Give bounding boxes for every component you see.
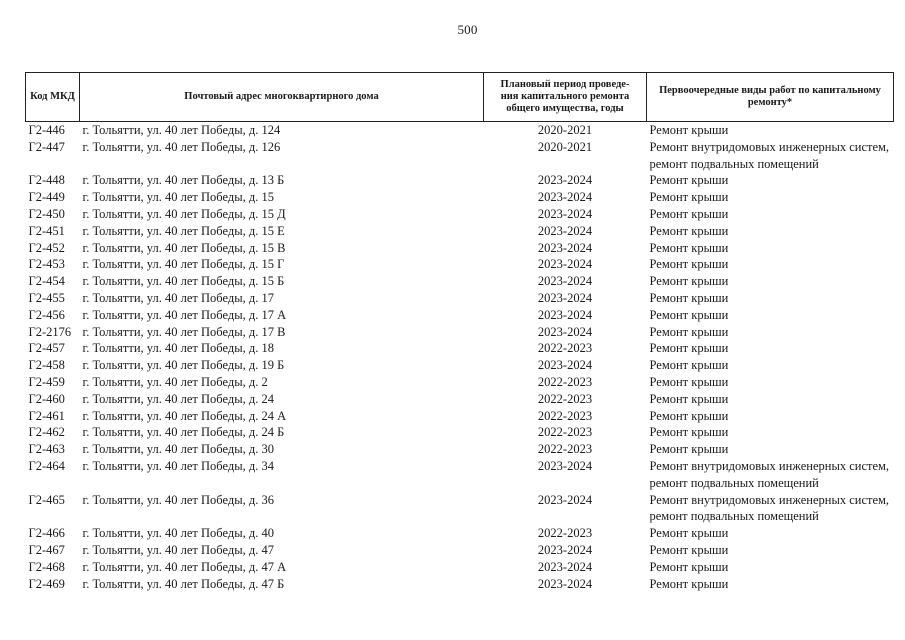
address-cell: г. Тольятти, ул. 40 лет Победы, д. 17 А xyxy=(82,307,287,322)
page-number: 500 xyxy=(457,22,478,37)
repair-period-cell: 2022-2023 xyxy=(537,374,593,389)
repair-period-cell: 2023-2024 xyxy=(537,240,593,255)
address-cell: г. Тольятти, ул. 40 лет Победы, д. 13 Б xyxy=(82,173,285,188)
repair-period-cell: 2023-2024 xyxy=(537,290,593,305)
address-cell: г. Тольятти, ул. 40 лет Победы, д. 15 xyxy=(82,190,274,205)
repair-work-line: Ремонт внутридомовых инженерных систем, xyxy=(649,492,890,507)
address-cell: г. Тольятти, ул. 40 лет Победы, д. 47 xyxy=(82,542,274,557)
repair-works-cell xyxy=(647,441,894,458)
table-row xyxy=(26,273,894,290)
repair-period-cell: 2022-2023 xyxy=(537,526,593,541)
address-cell: г. Тольятти, ул. 40 лет Победы, д. 15 Е xyxy=(82,223,285,238)
repair-work-line: Ремонт крыши xyxy=(649,576,729,591)
repair-period-cell: 2023-2024 xyxy=(537,223,593,238)
table-row xyxy=(26,374,894,391)
repair-works-cell xyxy=(647,273,894,290)
repair-work-line: ремонт подвальных помещений xyxy=(649,509,819,524)
table-row xyxy=(26,256,894,273)
mkd-code-cell: Г2-465 xyxy=(28,492,65,507)
mkd-code-cell: Г2-2176 xyxy=(28,324,72,339)
table-row xyxy=(26,559,894,576)
header-period-line: общего имущества, годы xyxy=(506,103,624,114)
repair-work-line: Ремонт крыши xyxy=(649,257,729,272)
repair-work-line: Ремонт крыши xyxy=(649,542,729,557)
repair-works-cell xyxy=(647,391,894,408)
mkd-code-cell: Г2-450 xyxy=(28,206,65,221)
table-row xyxy=(26,424,894,441)
repair-work-line: Ремонт внутридомовых инженерных систем, xyxy=(649,458,890,473)
repair-work-line: Ремонт крыши xyxy=(649,123,729,137)
table-row xyxy=(26,458,894,492)
repair-work-line: Ремонт внутридомовых инженерных систем, xyxy=(649,139,890,154)
mkd-code-cell: Г2-460 xyxy=(28,391,65,406)
address-cell: г. Тольятти, ул. 40 лет Победы, д. 17 В xyxy=(82,324,286,339)
table-row xyxy=(26,290,894,307)
repair-work-line: ремонт подвальных помещений xyxy=(649,475,819,490)
table-row xyxy=(26,542,894,559)
repair-period-cell: 2022-2023 xyxy=(537,391,593,406)
repair-period-cell: 2022-2023 xyxy=(537,442,593,457)
table-row xyxy=(26,408,894,425)
mkd-code-cell: Г2-452 xyxy=(28,240,65,255)
table-row xyxy=(26,492,894,526)
address-cell: г. Тольятти, ул. 40 лет Победы, д. 18 xyxy=(82,341,274,356)
mkd-code-cell: Г2-448 xyxy=(28,173,65,188)
table-row xyxy=(26,206,894,223)
repair-works-cell xyxy=(647,189,894,206)
mkd-code-cell: Г2-463 xyxy=(28,442,65,457)
repair-works-cell xyxy=(647,525,894,542)
table-row xyxy=(26,240,894,257)
address-cell: г. Тольятти, ул. 40 лет Победы, д. 24 Б xyxy=(82,425,285,440)
repair-work-line: Ремонт крыши xyxy=(649,240,729,255)
repair-period-cell: 2023-2024 xyxy=(537,324,593,339)
table-row xyxy=(26,391,894,408)
repair-works-cell xyxy=(647,424,894,441)
repair-works-cell xyxy=(647,408,894,425)
repair-work-line: Ремонт крыши xyxy=(649,526,729,541)
mkd-code-cell: Г2-447 xyxy=(28,139,65,154)
mkd-code-cell: Г2-464 xyxy=(28,458,65,473)
repair-period-cell: 2023-2024 xyxy=(537,576,593,591)
repair-work-line: Ремонт крыши xyxy=(649,559,729,574)
header-period xyxy=(484,73,647,122)
header-works-line: Первоочередные виды работ по капитальному xyxy=(659,85,881,96)
address-cell: г. Тольятти, ул. 40 лет Победы, д. 124 xyxy=(82,123,281,137)
repair-work-line: Ремонт крыши xyxy=(649,374,729,389)
header-period-line: Плановый период проведе- xyxy=(500,79,630,90)
address-cell: г. Тольятти, ул. 40 лет Победы, д. 30 xyxy=(82,442,274,457)
mkd-code-cell: Г2-458 xyxy=(28,358,65,373)
address-cell: г. Тольятти, ул. 40 лет Победы, д. 36 xyxy=(82,492,274,507)
mkd-code-cell: Г2-469 xyxy=(28,576,65,591)
repair-works-cell xyxy=(647,206,894,223)
table-row xyxy=(26,576,894,593)
address-cell: г. Тольятти, ул. 40 лет Победы, д. 126 xyxy=(82,139,281,154)
repair-period-cell: 2023-2024 xyxy=(537,190,593,205)
header-works-line: ремонту* xyxy=(747,97,793,108)
repair-period-cell: 2023-2024 xyxy=(537,559,593,574)
repair-period-cell: 2023-2024 xyxy=(537,307,593,322)
table-row xyxy=(26,324,894,341)
address-cell: г. Тольятти, ул. 40 лет Победы, д. 15 В xyxy=(82,240,286,255)
repair-work-line: Ремонт крыши xyxy=(649,290,729,305)
mkd-code-cell: Г2-459 xyxy=(28,374,65,389)
repair-period-cell: 2022-2023 xyxy=(537,341,593,356)
address-cell: г. Тольятти, ул. 40 лет Победы, д. 19 Б xyxy=(82,358,285,373)
table-row xyxy=(26,307,894,324)
mkd-code-cell: Г2-457 xyxy=(28,341,65,356)
table-row xyxy=(26,139,894,173)
repair-work-line: Ремонт крыши xyxy=(649,307,729,322)
table-row xyxy=(26,340,894,357)
repair-work-line: Ремонт крыши xyxy=(649,173,729,188)
mkd-code-cell: Г2-468 xyxy=(28,559,65,574)
repair-work-line: Ремонт крыши xyxy=(649,274,729,289)
header-works xyxy=(647,73,894,122)
repair-work-line: Ремонт крыши xyxy=(649,391,729,406)
mkd-code-cell: Г2-456 xyxy=(28,307,65,322)
repair-work-line: Ремонт крыши xyxy=(649,358,729,373)
repair-period-cell: 2022-2023 xyxy=(537,425,593,440)
address-cell: г. Тольятти, ул. 40 лет Победы, д. 24 А xyxy=(82,408,287,423)
repair-works-cell xyxy=(647,576,894,593)
repair-works-cell xyxy=(647,122,894,139)
mkd-code-cell: Г2-461 xyxy=(28,408,65,423)
header-period-line: ния капитального ремонта xyxy=(500,91,630,102)
repair-works-cell xyxy=(647,223,894,240)
mkd-code-cell: Г2-454 xyxy=(28,274,65,289)
repair-work-line: Ремонт крыши xyxy=(649,206,729,221)
mkd-code-cell: Г2-467 xyxy=(28,542,65,557)
repair-work-line: Ремонт крыши xyxy=(649,223,729,238)
address-cell: г. Тольятти, ул. 40 лет Победы, д. 34 xyxy=(82,458,274,473)
repair-period-cell: 2023-2024 xyxy=(537,206,593,221)
address-cell: г. Тольятти, ул. 40 лет Победы, д. 47 Б xyxy=(82,576,285,591)
repair-period-cell: 2023-2024 xyxy=(537,492,593,507)
address-cell: г. Тольятти, ул. 40 лет Победы, д. 15 Г xyxy=(82,257,285,272)
mkd-code-cell: Г2-455 xyxy=(28,290,65,305)
repair-works-cell xyxy=(647,324,894,341)
repair-works-cell xyxy=(647,172,894,189)
address-cell: г. Тольятти, ул. 40 лет Победы, д. 2 xyxy=(82,374,268,389)
repair-works-cell xyxy=(647,290,894,307)
repair-period-cell: 2020-2021 xyxy=(537,123,593,137)
repair-work-line: Ремонт крыши xyxy=(649,442,729,457)
repair-works-cell xyxy=(647,240,894,257)
address-cell: г. Тольятти, ул. 40 лет Победы, д. 15 Б xyxy=(82,274,285,289)
table-row xyxy=(26,357,894,374)
table-row xyxy=(26,441,894,458)
mkd-code-cell: Г2-462 xyxy=(28,425,65,440)
header-code: Код МКД xyxy=(26,73,80,122)
repair-works-cell xyxy=(647,307,894,324)
repair-period-cell: 2023-2024 xyxy=(537,257,593,272)
repair-works-cell xyxy=(647,559,894,576)
mkd-code-cell: Г2-446 xyxy=(28,123,65,137)
table-body xyxy=(26,122,894,593)
repair-works-cell xyxy=(647,492,894,526)
repair-works-cell xyxy=(647,139,894,173)
table-row xyxy=(26,122,894,139)
mkd-code-cell: Г2-449 xyxy=(28,190,65,205)
capital-repair-table xyxy=(25,72,894,592)
repair-work-line: Ремонт крыши xyxy=(649,324,729,339)
address-cell: г. Тольятти, ул. 40 лет Победы, д. 47 А xyxy=(82,559,287,574)
repair-works-cell xyxy=(647,256,894,273)
repair-work-line: ремонт подвальных помещений xyxy=(649,156,819,171)
address-cell: г. Тольятти, ул. 40 лет Победы, д. 24 xyxy=(82,391,274,406)
address-cell: г. Тольятти, ул. 40 лет Победы, д. 15 Д xyxy=(82,206,286,221)
table-row xyxy=(26,525,894,542)
table-row xyxy=(26,189,894,206)
repair-period-cell: 2022-2023 xyxy=(537,408,593,423)
repair-period-cell: 2023-2024 xyxy=(537,358,593,373)
repair-period-cell: 2020-2021 xyxy=(537,139,593,154)
table-row xyxy=(26,223,894,240)
repair-period-cell: 2023-2024 xyxy=(537,274,593,289)
mkd-code-cell: Г2-453 xyxy=(28,257,65,272)
repair-work-line: Ремонт крыши xyxy=(649,190,729,205)
repair-work-line: Ремонт крыши xyxy=(649,408,729,423)
address-cell: г. Тольятти, ул. 40 лет Победы, д. 17 xyxy=(82,290,274,305)
table-header-row xyxy=(26,73,894,122)
table-row xyxy=(26,172,894,189)
repair-works-cell xyxy=(647,374,894,391)
repair-works-cell xyxy=(647,458,894,492)
header-address: Почтовый адрес многоквартирного дома xyxy=(80,73,484,122)
repair-period-cell: 2023-2024 xyxy=(537,458,593,473)
repair-period-cell: 2023-2024 xyxy=(537,542,593,557)
repair-works-cell xyxy=(647,340,894,357)
repair-period-cell: 2023-2024 xyxy=(537,173,593,188)
repair-work-line: Ремонт крыши xyxy=(649,425,729,440)
address-cell: г. Тольятти, ул. 40 лет Победы, д. 40 xyxy=(82,526,274,541)
mkd-code-cell: Г2-466 xyxy=(28,526,65,541)
repair-works-cell xyxy=(647,542,894,559)
repair-work-line: Ремонт крыши xyxy=(649,341,729,356)
repair-works-cell xyxy=(647,357,894,374)
mkd-code-cell: Г2-451 xyxy=(28,223,65,238)
